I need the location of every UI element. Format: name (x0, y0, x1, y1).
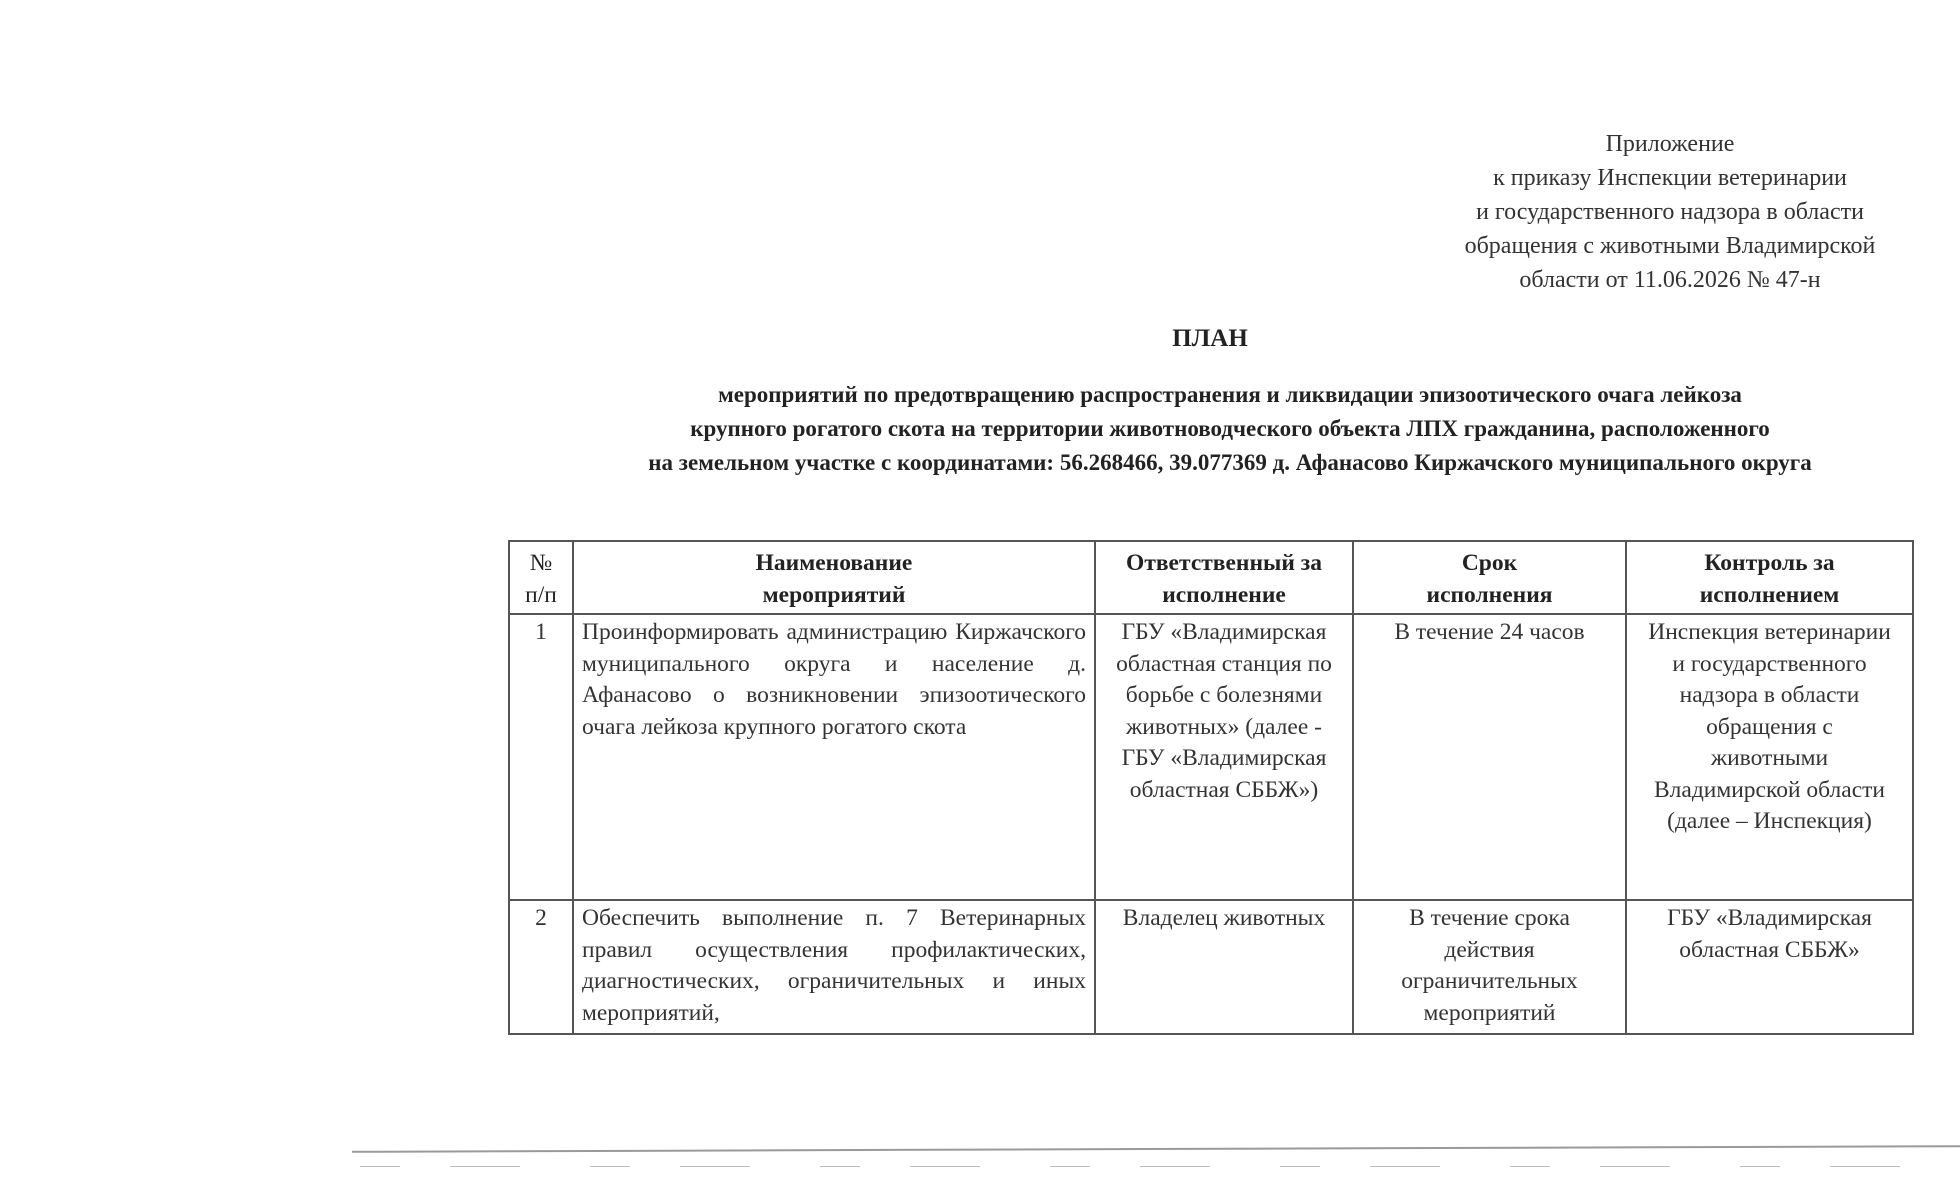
appendix-line: Приложение (1605, 131, 1735, 157)
row-responsible: ГБУ «Владимирская областная станция по борьбе с болезнями животных» (далее - ГБУ «Владимирская областная СББЖ») (1095, 614, 1353, 900)
table-header-row (509, 541, 1913, 614)
subtitle-line: мероприятий по предотвращению распространения и ликвидации эпизоотического очага лейкоза (718, 382, 1742, 407)
subtitle-line: на земельном участке с координатами: 56.268466, 39.077369 д. Афанасово Киржачского муниципального округа (648, 450, 1812, 475)
header-name: Наименование мероприятий (573, 541, 1095, 614)
plan-title: ПЛАН (1172, 325, 1248, 352)
header-control: Контроль за исполнением (1626, 541, 1913, 614)
plan-table (508, 540, 1914, 1035)
table-row (509, 900, 1913, 1034)
row-deadline: В течение срока действия ограничительных мероприятий (1353, 900, 1626, 1034)
subtitle-line: крупного рогатого скота на территории животноводческого объекта ЛПХ гражданина, расположенного (690, 416, 1770, 441)
appendix-header (1420, 127, 1920, 297)
table-row (509, 614, 1913, 900)
row-name: Проинформировать администрацию Киржачского муниципального округа и население д. Афанасово о возникновении эпизоотического очага лейкоза крупного рогатого скота (573, 614, 1095, 900)
row-name: Обеспечить выполнение п. 7 Ветеринарных правил осуществления профилактических, диагностических, ограничительных и иных мероприятий, (573, 900, 1095, 1034)
appendix-line: к приказу Инспекции ветеринарии (1493, 165, 1847, 191)
row-control: Инспекция ветеринарии и государственного надзора в области обращения с животными Владимирской области (далее – Инспекция) (1626, 614, 1913, 900)
appendix-line: области от 11.06.2026 № 47-н (1519, 267, 1821, 293)
row-number: 2 (509, 900, 573, 1034)
row-control: ГБУ «Владимирская областная СББЖ» (1626, 900, 1913, 1034)
scan-artifact-line (352, 1145, 1960, 1153)
header-number: № п/п (509, 541, 573, 614)
scan-artifact-line (360, 1166, 1960, 1167)
appendix-line: и государственного надзора в области (1476, 199, 1864, 225)
plan-subtitle (530, 378, 1930, 480)
header-responsible: Ответственный за исполнение (1095, 541, 1353, 614)
row-responsible: Владелец животных (1095, 900, 1353, 1034)
row-number: 1 (509, 614, 573, 900)
header-deadline: Срок исполнения (1353, 541, 1626, 614)
appendix-line: обращения с животными Владимирской (1464, 233, 1876, 259)
row-deadline: В течение 24 часов (1353, 614, 1626, 900)
